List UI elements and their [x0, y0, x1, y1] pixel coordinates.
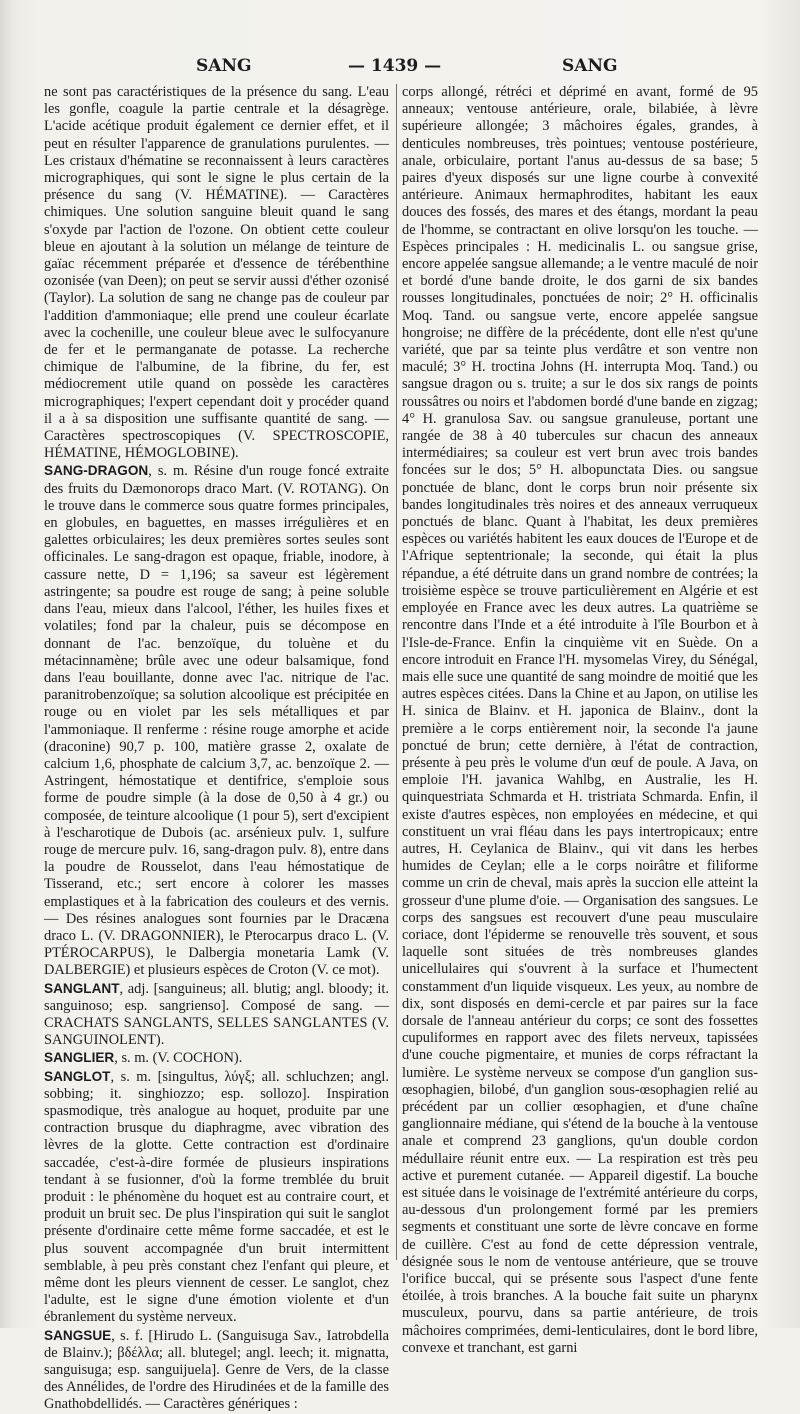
continued-paragraph: ne sont pas caractéristiques de la présence du sang. L'eau les gonfle, coagule la partie centrale et la désagrège. L'acide acétique produit également ce dernier effet, et il peut en résulter l'apparence de granulations purulentes. — Les cristaux d'hématine se reconnaissent à leurs caractères micrographiques, qui sont le signe le plus certain de la présence du sang (V. HÉMATINE). — Caractères chimiques. Une solution sanguine bleuit quand le sang s'oxyde par l'action de l'ozone. On obtient cette couleur bleue en ajoutant à la solution un mélange de teinture de gaïac récemment préparée et d'essence de térébenthine ozonisée (van Deen); on peut se servir aussi d'éther ozonisé (Taylor). La solution de sang ne change pas de couleur par l'addition d'ammoniaque; elle prend une couleur écarlate avec la cochenille, une couleur bleue avec le sulfocyanure de fer et le permanganate de potasse. La recherche chimique de l'albumine, de la fibrine, du fer, est médiocrement utile quand on possède les caractères micrographiques; l'expert cependant doit y procéder quand il a à sa disposition une suffisante quantité de sang. — Caractères spectroscopiques (V. SPECTROSCOPIE, HÉMATINE, HÉMOGLOBINE). — [44, 84, 389, 462]
left-column — [44, 84, 389, 1413]
header-right-word: SANG — [562, 56, 618, 76]
entry-text: , s. m. (V. COCHON). — [114, 1050, 243, 1067]
entry-sang-dragon — [44, 462, 389, 979]
right-column — [402, 84, 758, 1356]
header-left-word: SANG — [196, 56, 252, 76]
entry-sangsue — [44, 1327, 389, 1414]
running-header — [44, 56, 762, 82]
sangsue-continued-text: corps allongé, rétréci et déprimé en avant, formé de 95 anneaux; ventouse antérieure, orale, bilabiée, à lèvre supérieure allongée; 3 mâchoires égales, grandes, à denticules nombreuses, très pointues; ventouse postérieure, anale, orbiculaire, portant l'anus au-dessus de sa base; 5 paires d'yeux disposés sur une ligne courbe à convexité antérieure. Animaux hermaphrodites, habitant les eaux douces des fossés, des mares et des étangs, mordant la peau de l'homme, se contractant en olive lorsqu'on les touche. — Espèces principales : H. medicinalis L. ou sangsue grise, encore appelée sangsue allemande; a le ventre maculé de noir et bordé d'une bande droite, le dos garni de six bandes rousses longitudinales, ponctuées de noir; 2° H. officinalis Moq. Tand. ou sangsue verte, encore appelée sangsue hongroise; ne diffère de la précédente, dont elle n'est qu'une variété, que par sa teinte plus verdâtre et son ventre non maculé; 3° H. troctina Johns (H. interrupta Moq. Tand.) ou sangsue dragon ou s. truite; a sur le dos six rangs de points roussâtres ou noirs et l'abdomen bordé d'une bande en zigzag; 4° H. granulosa Sav. ou sangsue granuleuse, portant une rangée de 38 à 40 tubercules sur chacun des anneaux intermédiaires; sa couleur est vert brun avec trois bandes foncées sur le dos; 5° H. albopunctata Dies. ou sangsue ponctuée de blanc, dont le corps brun noir présente six bandes longitudinales très noires et des anneaux verruqueux ponctués de blanc. Quant à l'habitat, les deux premières espèces ou variétés habitent les eaux douces de l'Europe et de l'Afrique septentrionale; la seconde, qui était la plus répandue, a été détruite dans un grand nombre de contrées; la troisième espèce se trouve particulièrement en Algérie et est employée en France avec les deux autres. La quatrième se rencontre dans l'Inde et a été introduite à l'île Bourbon et à l'Isle-de-France. Enfin la cinquième vit en Suède. On a encore introduit en France l'H. mysomelas Virey, du Sénégal, mais elle suce une quantité de sang moindre de moitié que les autres espèces citées. Dans la Chine et au Japon, on utilise les H. sinica de Blainv. et H. japonica de Blainv., dont la première a le corps entièrement noir, la seconde l'a jaune ponctué de brun; cette dernière, à l'état de contraction, présente à peu près le volume d'un œuf de poule. A Java, on emploie l'H. javanica Wahlbg, en Australie, les H. quinquestriata Schmarda et H. tristriata Schmarda. Enfin, il existe d'autres espèces, non employées en médecine, et qui constituent un vrai fléau dans les pays intertropicaux; entre autres, H. Ceylanica de Blainv., qui vit dans les herbes humides de Ceylan; elle a le corps noirâtre et filiforme comme un crin de cheval, mais après la succion elle atteint la grosseur d'une plume d'oie. — Organisation des sangsues. Le corps des sangsues est recouvert d'une peau musculaire coriace, dont l'épiderme se renouvelle très souvent, et sous laquelle sont situées de très nombreuses glandes unicellulaires qui s'ouvrent à la surface et l'humectent constamment d'un liquide visqueux. Les yeux, au nombre de dix, sont disposés en demi-cercle et par paires sur la face dorsale de l'anneau antérieur du corps; ce sont des fossettes cupuliformes en rapport avec des filets nerveux, tapissées d'une couche pigmentaire, et munies de corps réfractant la lumière. Le système nerveux se compose d'un ganglion sus-œsophagien, bilobé, d'un ganglion sous-œsophagien relié au précédent par un collier œsophagien, et d'une chaîne ganglionnaire médiane, qui s'étend de la bouche à la ventouse anale et comprend 23 ganglions, qu'un double cordon médullaire réunit entre eux. — La respiration est très peu active et purement cutanée. — Appareil digestif. La bouche est située dans le voisinage de l'extrémité antérieure du corps, au-dessous d'un prolongement formé par les premiers segments et constituant une sorte de lèvre concave en forme de cuillère. C'est au fond de cette dépression ventrale, désignée sous le nom de ventouse antérieure, que se trouve l'orifice buccal, qui se présente sous l'aspect d'une fente étoilée, à trois branches. A la bouche fait suite un pharynx musculeux, pourvu, dans sa partie antérieure, de trois mâchoires comprimées, demi-lenticulaires, dont le bord libre, convexe et tranchant, est garni — [402, 84, 758, 1356]
entry-sanglot — [44, 1068, 389, 1327]
entry-text: , s. f. [Hirudo L. (Sanguisuga Sav., Iatrobdella de Blainv.); βδέλλα; all. blutegel; angl. leech; it. mignatta, sanguisuga; esp. sanguijuela]. Genre de Vers, de la classe des Annélides, de l'ordre des Hirudinées et de la famille des Gnathobdellidés. — Caractères génériques : — [44, 1327, 389, 1413]
headword: SANGLANT — [44, 980, 120, 996]
entry-text: , s. m. Résine d'un rouge foncé extraite des fruits du Dæmonorops draco Mart. (V. ROTANG). On le trouve dans le commerce sous quatre formes principales, en globules, en baguettes, en masses irrégulières et en galettes orbiculaires; les deux premières sortes seules sont officinales. Le sang-dragon est opaque, friable, inodore, à cassure nette, D = 1,196; sa saveur est légèrement astringente; sa poudre est rouge de sang; à peine soluble dans l'eau, mieux dans l'alcool, l'éther, les huiles fixes et volatiles; fond par la chaleur, puis se décompose en donnant de l'ac. benzoïque, du toluène et du métacinnamène; brûle avec une odeur balsamique, fond dans l'eau bouillante, donne avec l'ac. nitrique de l'ac. paranitrobenzoïque; sa solution alcoolique est précipitée en rouge ou en violet par les sels métalliques et par l'ammoniaque. Il renferme : résine rouge amorphe et acide (draconine) 90,7 p. 100, matière grasse 2, oxalate de calcium 1,6, phosphate de calcium 3,7, ac. benzoïque 2. — Astringent, hémostatique et dentifrice, s'emploie sous forme de poudre simple (à la dose de 0,50 à 4 gr.) ou composée, de teinture alcoolique (1 pour 5), sert d'excipient à l'escharotique de Dubois (ac. arsénieux pulv. 1, sulfure rouge de mercure pulv. 16, sang-dragon pulv. 8), entre dans la poudre de Rousselot, dans l'eau hémostatique de Tisserand, etc.; sert encore à colorer les masses emplastiques et à la fabrication des couleurs et des vernis. — Des résines analogues sont fournies par le Dracæna draco L. (V. DRAGONNIER), le Pterocarpus draco L. (V. PTÉROCARPUS), le Dalbergia monetaria Lamk (V. DALBERGIE) et plusieurs espèces de Croton (V. ce mot). — [44, 463, 389, 979]
headword: SANG-DRAGON — [44, 463, 149, 479]
entry-text: , s. m. [singultus, λύγξ; all. schluchzen; angl. sobbing; it. singhiozzo; esp. sollozo]. Inspiration spasmodique, très analogue au hoquet, produite par une contraction brusque du diaphragme, avec vibration des lèvres de la glotte. Cette contraction est d'ordinaire saccadée, c'est-à-dire formée de plusieurs inspirations tendant à se fusionner, d'où la forme tremblée du bruit produit : le phénomène du hoquet est au contraire court, et produit un bruit sec. De plus l'inspiration qui suit le sanglot présente d'ordinaire cette même forme saccadée, et est le plus souvent accompagnée d'un bruit intermittent semblable, à peu près constant chez l'enfant qui pleure, et même dont les pleurs viennent de cesser. Le sanglot, chez l'adulte, est le signe d'une émotion violente et d'un ébranlement du système nerveux. — [44, 1068, 389, 1326]
entry-text: , adj. [sanguineus; all. blutig; angl. bloody; it. sanguinoso; esp. sangrienso]. Composé de sang. — CRACHATS SANGLANTS, SELLES SANGLANTES (V. SANGUINOLENT). — [44, 980, 389, 1049]
headword: SANGSUE — [44, 1327, 112, 1343]
column-divider — [396, 84, 397, 1260]
page-number: — 1439 — — [348, 56, 442, 76]
headword: SANGLIER — [44, 1050, 115, 1066]
entry-sanglant — [44, 980, 389, 1050]
entry-sanglier — [44, 1049, 389, 1067]
headword: SANGLOT — [44, 1068, 111, 1084]
